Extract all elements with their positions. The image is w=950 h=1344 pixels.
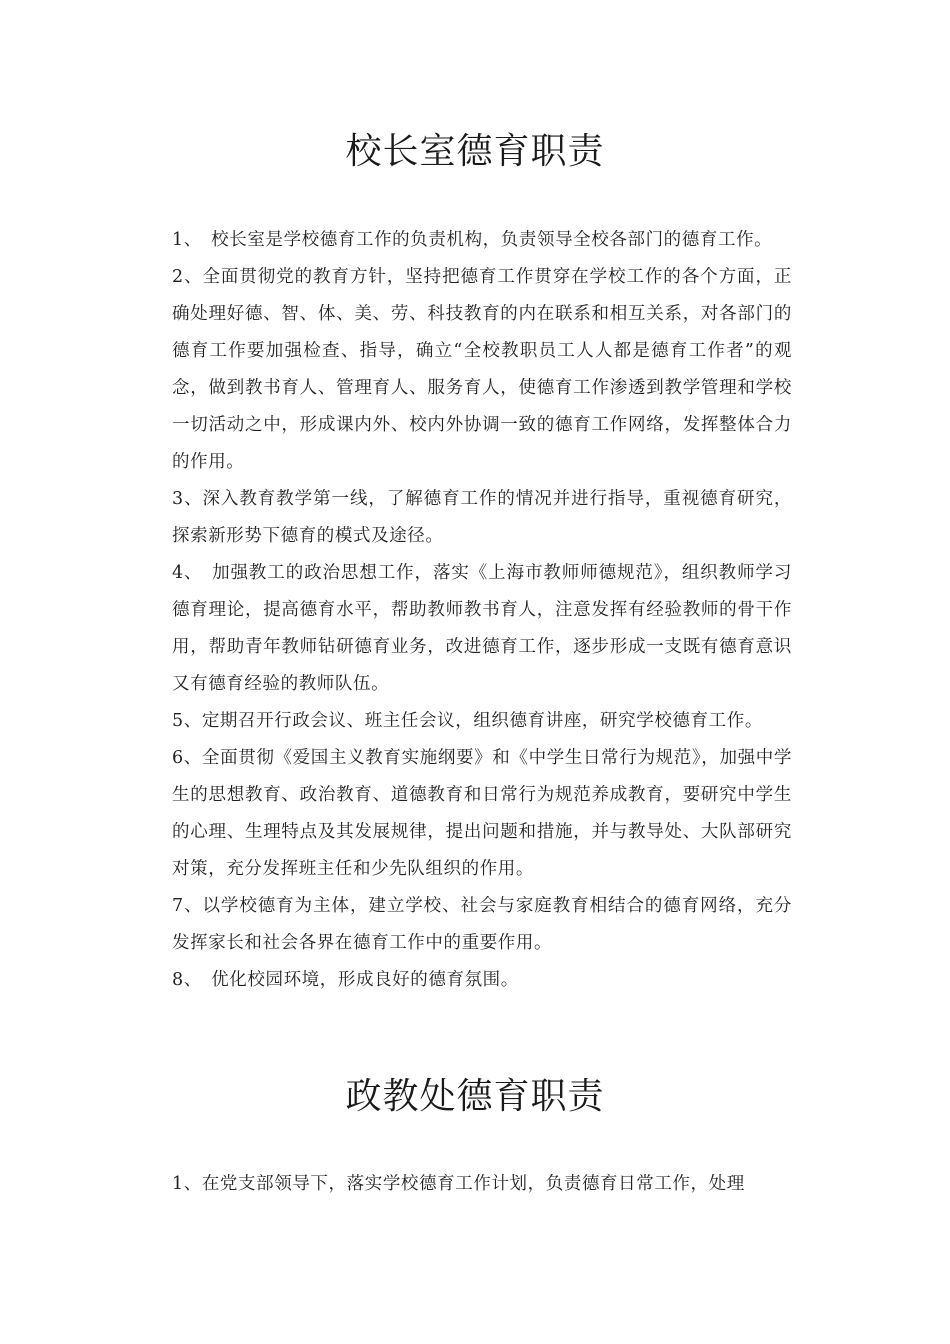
paragraph-item-1: 1、 校长室是学校德育工作的负责机构，负责领导全校各部门的德育工作。 [172, 230, 773, 250]
section-body-principal-office [172, 222, 792, 999]
paragraph-item-2: 2、全面贯彻党的教育方针，坚持把德育工作贯穿在学校工作的各个方面，正确处理好德、智、体、美、劳、科技教育的内在联系和相互关系，对各部门的德育工作要加强检查、指导，确立“全校教职员工人人都是德育工作者”的观念，做到教书育人、管理育人、服务育人，使德育工作渗透到教学管理和学校一切活动之中，形成课内外、校内外协调一致的德育工作网络，发挥整体合力的作用。 [172, 267, 792, 472]
paragraph-item-1: 1、在党支部领导下，落实学校德育工作计划，负责德育日常工作，处理 [172, 1174, 745, 1194]
section-title-political-office: 政教处德育职责 [345, 1076, 605, 1117]
paragraph-item-7: 7、以学校德育为主体，建立学校、社会与家庭教育相结合的德育网络，充分发挥家长和社会各界在德育工作中的重要作用。 [172, 896, 792, 953]
paragraph-item-5: 5、定期召开行政会议、班主任会议，组织德育讲座，研究学校德育工作。 [172, 711, 763, 731]
paragraph-item-3: 3、深入教育教学第一线，了解德育工作的情况并进行指导，重视德育研究，探索新形势下德育的模式及途径。 [172, 489, 792, 546]
paragraph-item-4: 4、 加强教工的政治思想工作，落实《上海市教师师德规范》，组织教师学习德育理论，提高德育水平，帮助教师教书育人，注意发挥有经验教师的骨干作用，帮助青年教师钻研德育业务，改进德育工作，逐步形成一支既有德育意识又有德育经验的教师队伍。 [172, 563, 792, 694]
section-body-political-office [172, 1166, 792, 1203]
paragraph-item-8: 8、 优化校园环境，形成良好的德育氛围。 [172, 970, 519, 990]
section-title-principal-office: 校长室德育职责 [345, 131, 605, 172]
paragraph-item-6: 6、全面贯彻《爱国主义教育实施纲要》和《中学生日常行为规范》，加强中学生的思想教育、政治教育、道德教育和日常行为规范养成教育，要研究中学生的心理、生理特点及其发展规律，提出问题和措施，并与教导处、大队部研究对策，充分发挥班主任和少先队组织的作用。 [172, 748, 792, 879]
